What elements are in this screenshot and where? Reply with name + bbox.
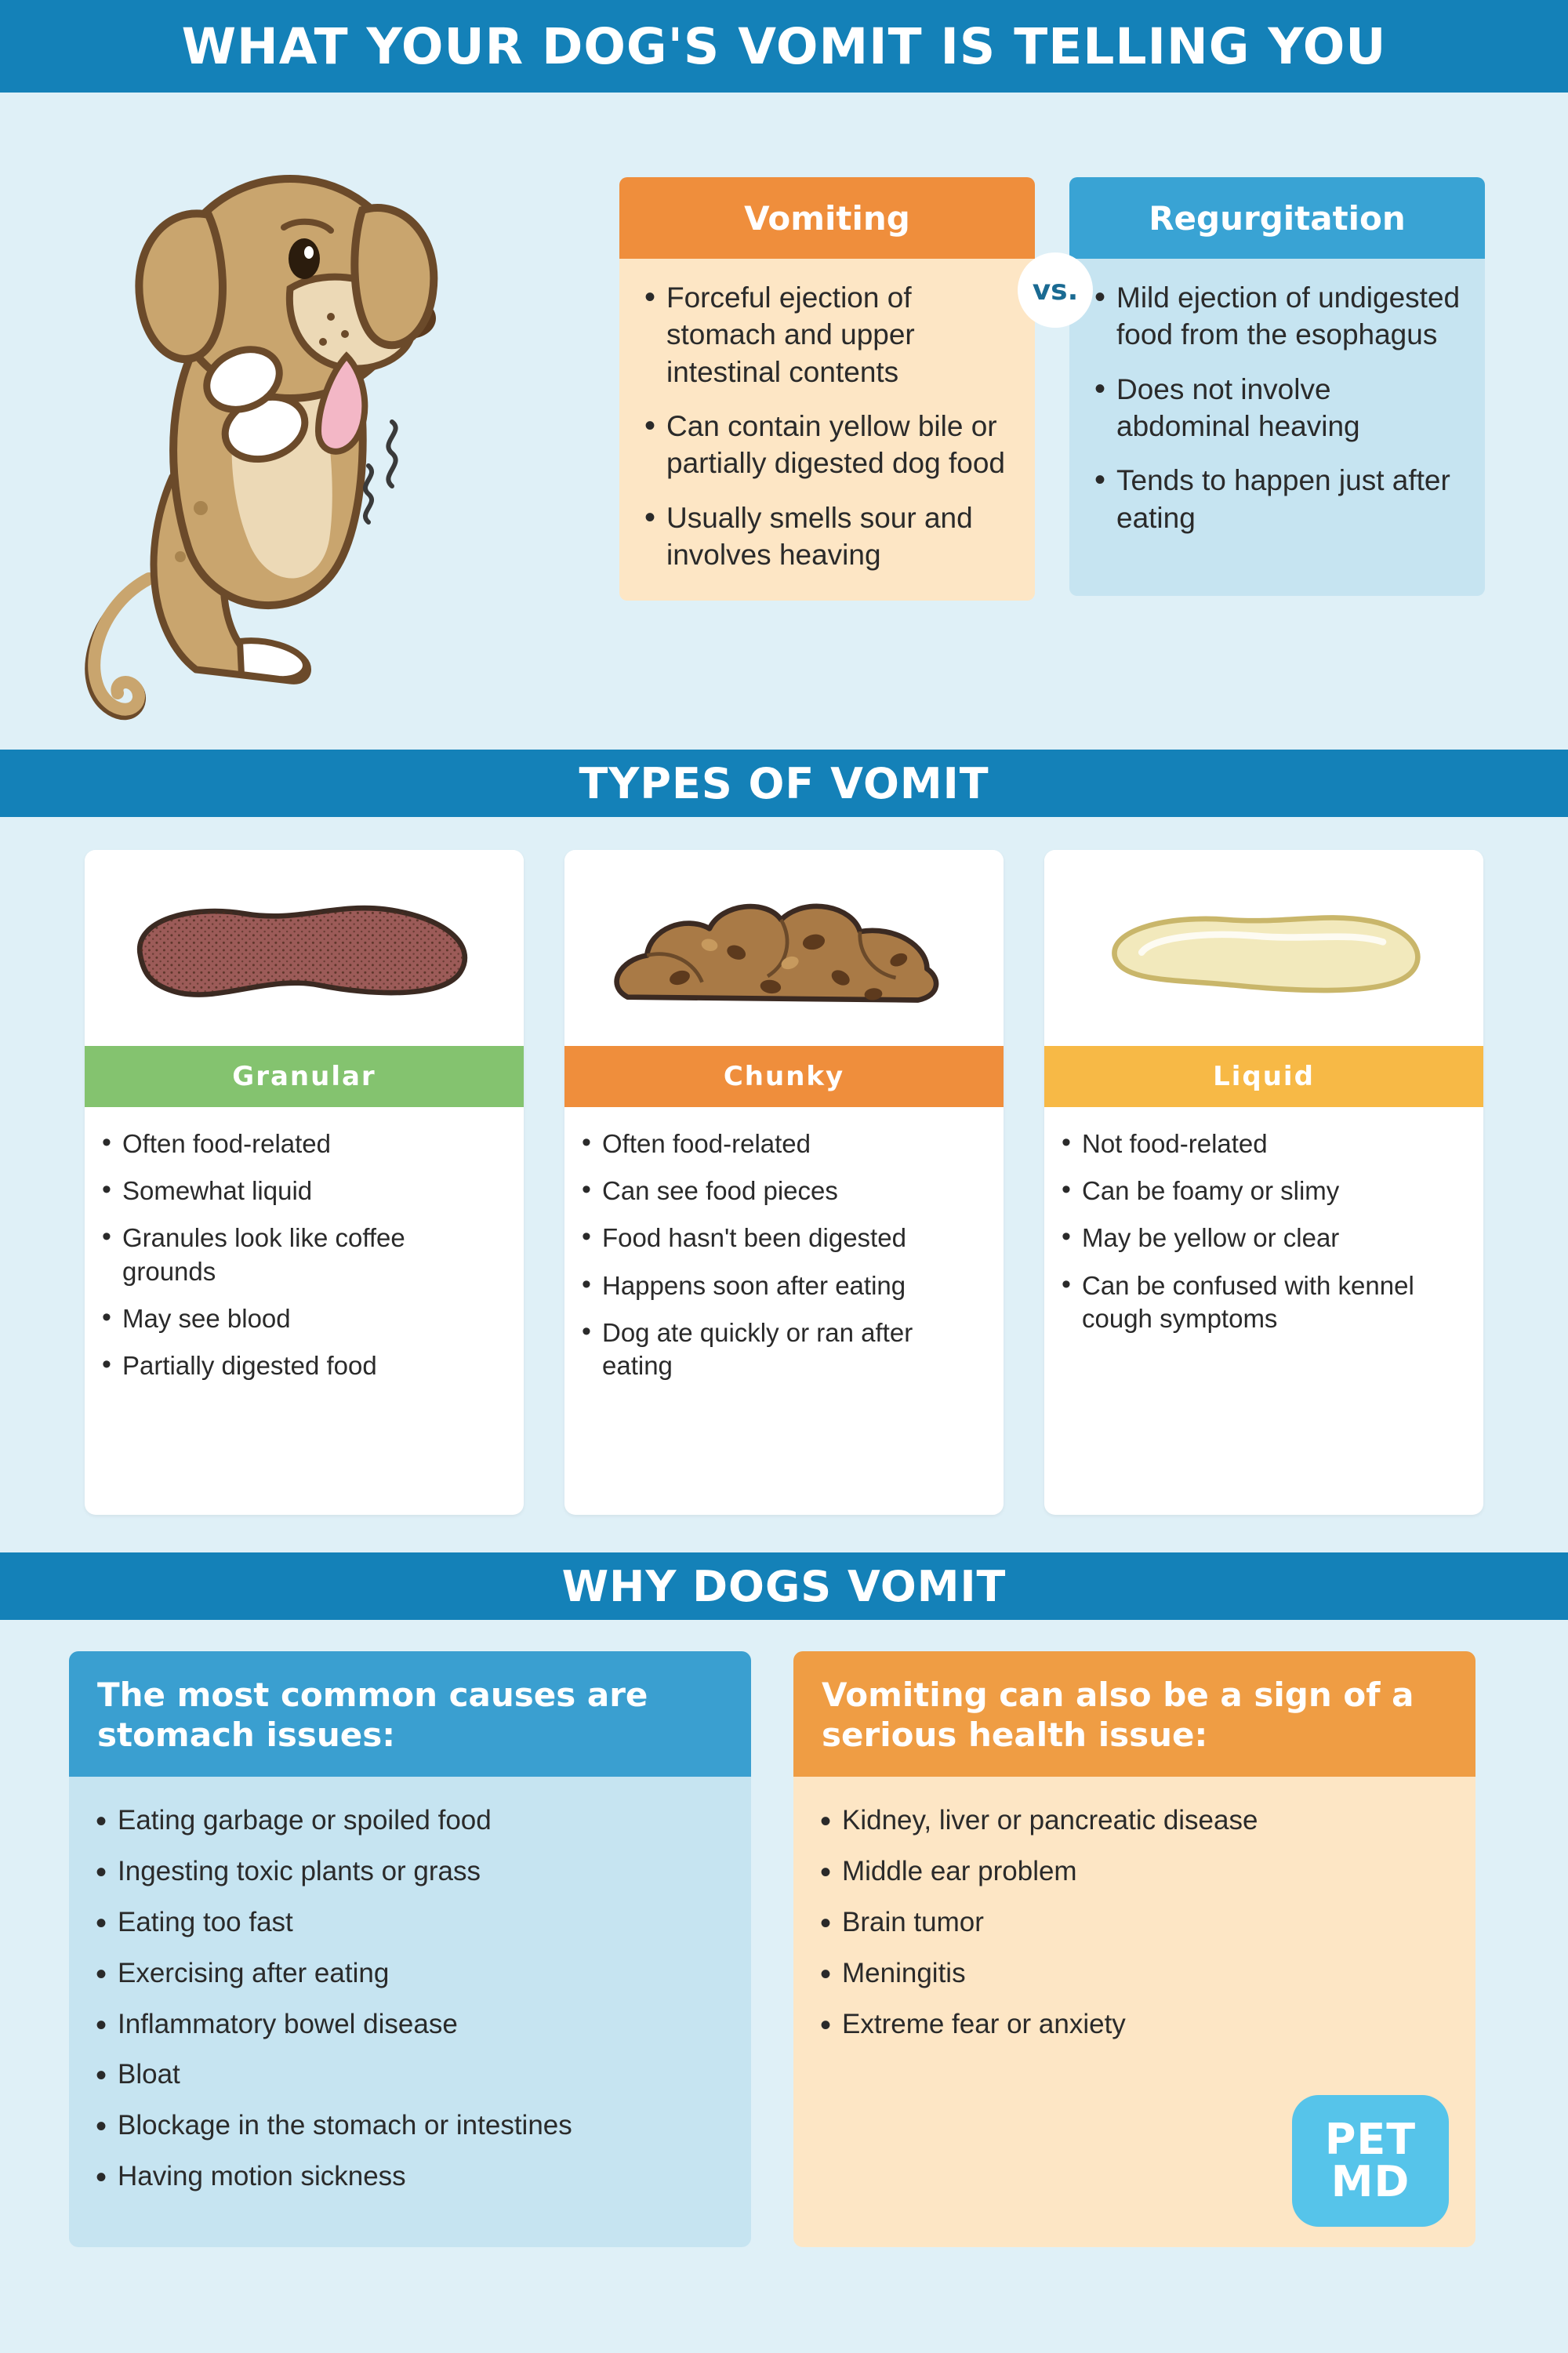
list-item: • Inflammatory bowel disease	[89, 2007, 728, 2043]
page-title: WHAT YOUR DOG'S VOMIT IS TELLING YOU	[181, 17, 1387, 75]
sick-dog-illustration	[55, 140, 557, 735]
type-card-chunky	[564, 850, 1004, 1515]
list-item: • Brain tumor	[814, 1905, 1452, 1941]
list-item: • Having motion sickness	[89, 2159, 728, 2195]
why-dogs-vomit-cards	[0, 1620, 1568, 2279]
list-item: • Kidney, liver or pancreatic disease	[814, 1803, 1452, 1839]
list-item: • Can be confused with kennel cough symptoms	[1055, 1269, 1463, 1335]
list-item: • Ingesting toxic plants or grass	[89, 1854, 728, 1890]
list-item: • Eating too fast	[89, 1905, 728, 1941]
why-card-stomach-issues	[69, 1651, 751, 2247]
chunky-bullet-list	[575, 1127, 983, 1382]
type-label-granular: Granular	[85, 1046, 524, 1107]
regurgitation-heading: Regurgitation	[1069, 177, 1485, 259]
why-card-stomach-heading: The most common causes are stomach issues:	[69, 1651, 751, 1777]
vomiting-heading: Vomiting	[619, 177, 1035, 259]
granular-body	[85, 1107, 524, 1515]
list-item: • May see blood	[96, 1302, 503, 1335]
list-item: • Often food-related	[96, 1127, 503, 1160]
types-of-vomit-cards	[0, 817, 1568, 1552]
petmd-logo-line1: PET	[1324, 2115, 1417, 2165]
list-item: • Blockage in the stomach or intestines	[89, 2108, 728, 2144]
list-item: • May be yellow or clear	[1055, 1222, 1463, 1255]
vomiting-column	[619, 177, 1035, 601]
list-item: • Somewhat liquid	[96, 1175, 503, 1207]
list-item: • Not food-related	[1055, 1127, 1463, 1160]
petmd-logo	[1292, 2095, 1449, 2227]
type-label-chunky: Chunky	[564, 1046, 1004, 1107]
list-item: • Happens soon after eating	[575, 1269, 983, 1302]
list-item: • Granules look like coffee grounds	[96, 1222, 503, 1287]
list-item: • Extreme fear or anxiety	[814, 2007, 1452, 2043]
regurgitation-column	[1069, 177, 1485, 601]
stomach-causes-list	[89, 1803, 728, 2194]
chunky-vomit-icon	[564, 850, 1004, 1046]
list-item: • Usually smells sour and involves heaving	[638, 499, 1011, 574]
vomiting-body	[619, 259, 1035, 601]
list-item: • Dog ate quickly or ran after eating	[575, 1316, 983, 1382]
liquid-bullet-list	[1055, 1127, 1463, 1335]
list-item: • Bloat	[89, 2057, 728, 2093]
list-item: • Tends to happen just after eating	[1088, 462, 1461, 536]
list-item: • Food hasn't been digested	[575, 1222, 983, 1255]
page-title-banner	[0, 0, 1568, 93]
hero-section	[0, 93, 1568, 743]
list-item: • Eating garbage or spoiled food	[89, 1803, 728, 1839]
why-card-stomach-body	[69, 1777, 751, 2247]
type-card-liquid	[1044, 850, 1483, 1515]
list-item: • Meningitis	[814, 1956, 1452, 1992]
types-of-vomit-title: TYPES OF VOMIT	[579, 758, 989, 808]
list-item: • Can contain yellow bile or partially digested dog food	[638, 408, 1011, 482]
why-card-serious-heading: Vomiting can also be a sign of a serious health issue:	[793, 1651, 1475, 1777]
vomiting-vs-regurgitation-comparison	[619, 177, 1501, 601]
list-item: • Can see food pieces	[575, 1175, 983, 1207]
serious-causes-list	[814, 1803, 1452, 2042]
why-card-serious-health-issue	[793, 1651, 1475, 2247]
liquid-body	[1044, 1107, 1483, 1515]
vs-badge: vs.	[1018, 252, 1093, 328]
petmd-logo-line2: MD	[1330, 2157, 1410, 2207]
vomiting-bullet-list	[638, 279, 1011, 574]
regurgitation-bullet-list	[1088, 279, 1461, 536]
type-label-liquid: Liquid	[1044, 1046, 1483, 1107]
types-of-vomit-banner	[0, 750, 1568, 817]
granular-vomit-icon	[85, 850, 524, 1046]
why-dogs-vomit-banner	[0, 1552, 1568, 1620]
regurgitation-body	[1069, 259, 1485, 596]
list-item: • Exercising after eating	[89, 1956, 728, 1992]
list-item: • Forceful ejection of stomach and upper intestinal contents	[638, 279, 1011, 390]
granular-bullet-list	[96, 1127, 503, 1382]
list-item: • Does not involve abdominal heaving	[1088, 371, 1461, 445]
list-item: • Often food-related	[575, 1127, 983, 1160]
list-item: • Mild ejection of undigested food from the esophagus	[1088, 279, 1461, 354]
list-item: • Partially digested food	[96, 1349, 503, 1382]
why-dogs-vomit-title: WHY DOGS VOMIT	[561, 1561, 1007, 1611]
liquid-vomit-icon	[1044, 850, 1483, 1046]
type-card-granular	[85, 850, 524, 1515]
list-item: • Can be foamy or slimy	[1055, 1175, 1463, 1207]
chunky-body	[564, 1107, 1004, 1515]
list-item: • Middle ear problem	[814, 1854, 1452, 1890]
